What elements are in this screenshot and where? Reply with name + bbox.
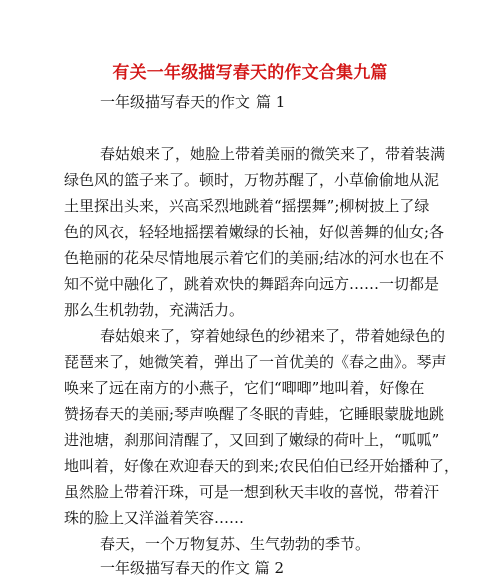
paragraph-2-line-4: 赞扬春天的美丽;琴声唤醒了冬眠的青蛙，它睡眼蒙胧地跳 — [64, 405, 445, 423]
paragraph-1-line-2: 绿色风的篮子来了。顿时，万物苏醒了，小草偷偷地从泥 — [64, 171, 440, 189]
essay-heading — [100, 91, 285, 112]
paragraph-1-line-3: 土里探出头来，兴高采烈地跳着“摇摆舞”;柳树披上了绿 — [64, 197, 430, 215]
paragraph-1-line-4: 色的风衣，轻轻地摇摆着嫩绿的长袖，好似善舞的仙女;各 — [64, 223, 445, 241]
essay-heading-text: 一年级描写春天的作文 — [100, 93, 251, 111]
paragraph-3-line-1: 春天，一个万物复苏、生气勃勃的季节。 — [100, 535, 371, 553]
paragraph-1-line-7: 那么生机勃勃，充满活力。 — [64, 301, 245, 319]
paragraph-2-line-8: 珠的脸上又洋溢着笑容…… — [64, 509, 245, 527]
paragraph-2-line-3: 唤来了远在南方的小燕子，它们“唧唧”地叫着，好像在 — [64, 379, 425, 397]
paragraph-2-line-5: 进池塘，刹那间清醒了，又回到了嫩绿的荷叶上，“呱呱” — [64, 431, 440, 449]
next-essay-heading-cutoff: 一年级描写春天的作文 篇 2 — [100, 559, 285, 577]
paragraph-2-line-1: 春姑娘来了，穿着她绿色的纱裙来了，带着她绿色的 — [100, 327, 446, 345]
essay-section-number: 篇 1 — [256, 93, 286, 111]
paragraph-1-line-6: 知不觉中融化了，跳着欢快的舞蹈奔向远方……一切都是 — [64, 275, 440, 293]
paragraph-2-line-7: 虽然脸上带着汗珠，可是一想到秋天丰收的喜悦，带着汗 — [64, 483, 440, 501]
paragraph-2-line-6: 地叫着，好像在欢迎春天的到来;农民伯伯已经开始播种了， — [64, 457, 460, 475]
paragraph-1-line-5: 色艳丽的花朵尽情地展示着它们的美丽;结冰的河水也在不 — [64, 249, 445, 267]
document-title: 有关一年级描写春天的作文合集九篇 — [112, 63, 388, 83]
paragraph-1-line-1: 春姑娘来了，她脸上带着美丽的微笑来了，带着装满 — [100, 145, 446, 163]
paragraph-2-line-2: 琵琶来了，她微笑着，弹出了一首优美的《春之曲》。琴声 — [64, 353, 447, 371]
